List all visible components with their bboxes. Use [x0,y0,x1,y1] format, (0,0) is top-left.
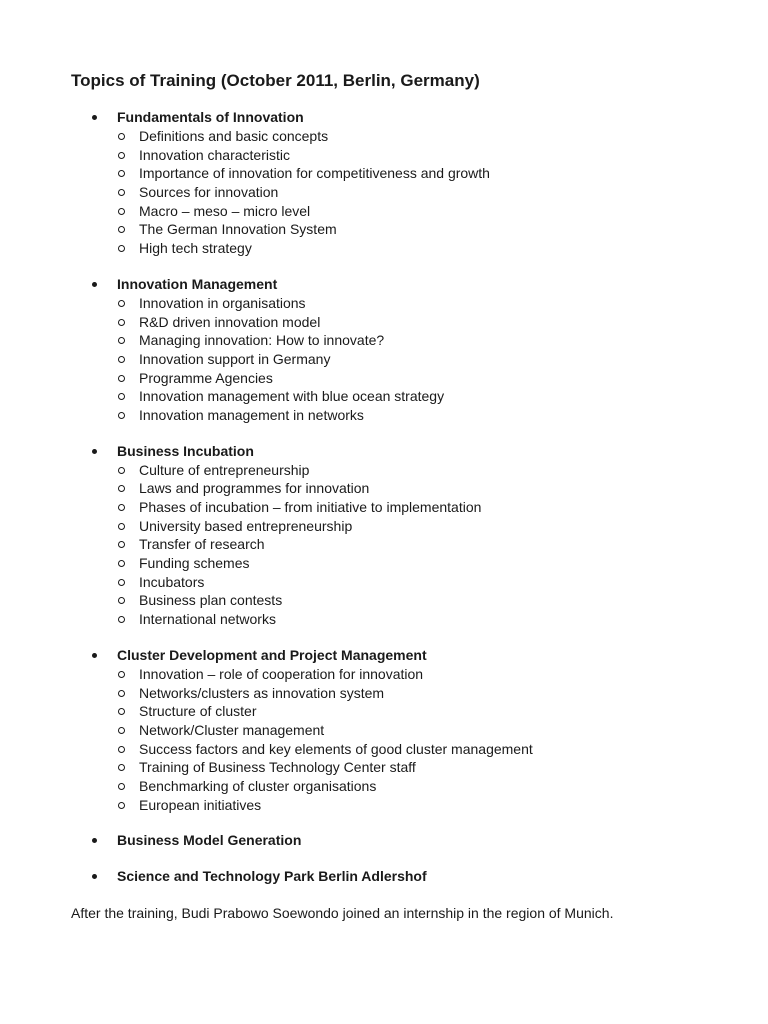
topic-section [0,108,768,258]
subtopic-label: Innovation characteristic [139,146,290,163]
bullet-circle-icon [118,727,125,734]
subtopic-label: Training of Business Technology Center staff [139,759,416,776]
bullet-circle-icon [118,783,125,790]
subtopic-item [0,220,768,239]
subtopic-label: The German Innovation System [139,221,337,238]
bullet-disc-icon [92,115,97,120]
bullet-circle-icon [118,746,125,753]
topic-section [0,275,768,425]
bullet-circle-icon [118,597,125,604]
bullet-circle-icon [118,541,125,548]
subtopic-label: International networks [139,611,276,628]
subtopic-item [0,146,768,165]
subtopic-label: Network/Cluster management [139,721,325,738]
bullet-circle-icon [118,579,125,586]
subtopic-label: Business plan contests [139,592,283,609]
topic-section [0,646,768,815]
subtopic-item [0,554,768,573]
bullet-disc-icon [92,874,97,879]
subtopic-label: Laws and programmes for innovation [139,480,370,497]
subtopic-item [0,684,768,703]
topic-section [0,831,768,850]
topic-label: Business Incubation [117,442,254,459]
bullet-circle-icon [118,393,125,400]
bullet-circle-icon [118,375,125,382]
subtopic-label: Innovation management with blue ocean strategy [139,388,445,405]
bullet-circle-icon [118,356,125,363]
subtopic-item [0,702,768,721]
document-title: Topics of Training (October 2011, Berlin, Germany) [71,71,480,90]
subtopic-label: Sources for innovation [139,184,279,201]
topic-label: Fundamentals of Innovation [117,109,304,125]
topic-label: Innovation Management [117,275,278,292]
subtopic-label: Innovation – role of cooperation for innovation [139,665,424,682]
subtopic-label: Programme Agencies [139,369,273,386]
bullet-circle-icon [118,616,125,623]
subtopic-label: Macro – meso – micro level [139,202,311,219]
topic-heading [0,831,768,850]
topic-heading [0,108,768,127]
bullet-circle-icon [118,671,125,678]
subtopic-item [0,331,768,350]
subtopic-item [0,164,768,183]
subtopic-item [0,127,768,146]
bullet-circle-icon [118,485,125,492]
subtopic-item [0,535,768,554]
subtopic-item [0,573,768,592]
topic-label: Cluster Development and Project Management [117,646,427,663]
subtopic-label: University based entrepreneurship [139,517,353,534]
subtopic-item [0,406,768,425]
subtopic-label: Structure of cluster [139,703,257,720]
bullet-circle-icon [118,300,125,307]
subtopic-label: Phases of incubation – from initiative to implementation [139,499,482,515]
bullet-circle-icon [118,412,125,419]
bullet-circle-icon [118,245,125,252]
bullet-circle-icon [118,690,125,697]
subtopic-label: Innovation in organisations [139,294,306,311]
bullet-circle-icon [118,504,125,511]
bullet-circle-icon [118,523,125,530]
bullet-disc-icon [92,449,97,454]
bullet-circle-icon [118,708,125,715]
subtopic-label: Definitions and basic concepts [139,128,329,144]
subtopic-item [0,665,768,684]
topic-heading [0,867,768,886]
bullet-disc-icon [92,653,97,658]
subtopic-item [0,369,768,388]
subtopic-item [0,202,768,221]
subtopic-item [0,479,768,498]
topic-label: Science and Technology Park Berlin Adlershof [117,868,427,885]
subtopic-label: Incubators [139,573,205,590]
subtopic-item [0,517,768,536]
subtopic-item [0,740,768,759]
subtopic-item [0,239,768,258]
subtopic-item [0,796,768,815]
subtopic-item [0,610,768,629]
topic-section [0,442,768,629]
subtopic-item [0,758,768,777]
subtopic-label: Success factors and key elements of good cluster management [139,740,533,757]
subtopic-label: European initiatives [139,796,262,813]
bullet-circle-icon [118,467,125,474]
subtopic-label: Managing innovation: How to innovate? [139,332,385,349]
subtopic-label: Innovation management in networks [139,406,364,423]
bullet-circle-icon [118,764,125,771]
bullet-circle-icon [118,170,125,177]
subtopic-item [0,294,768,313]
bullet-circle-icon [118,560,125,567]
subtopic-label: Culture of entrepreneurship [139,461,310,478]
bullet-circle-icon [118,319,125,326]
subtopic-label: R&D driven innovation model [139,313,321,330]
bullet-circle-icon [118,337,125,344]
topic-heading [0,442,768,461]
subtopic-list [0,127,768,258]
topic-label: Business Model Generation [117,832,302,849]
bullet-disc-icon [92,282,97,287]
subtopic-item [0,498,768,517]
subtopic-list [0,461,768,629]
subtopic-list [0,665,768,815]
subtopic-label: Transfer of research [139,536,265,553]
footer-paragraph: After the training, Budi Prabowo Soewondo joined an internship in the region of Munich. [71,905,614,921]
bullet-circle-icon [118,802,125,809]
bullet-circle-icon [118,152,125,159]
subtopic-label: Innovation support in Germany [139,350,331,367]
topic-heading [0,646,768,665]
subtopic-label: Networks/clusters as innovation system [139,684,385,701]
topic-heading [0,275,768,294]
subtopic-list [0,294,768,425]
topic-section [0,867,768,886]
subtopic-label: Benchmarking of cluster organisations [139,777,377,794]
subtopic-item [0,721,768,740]
subtopic-item [0,183,768,202]
subtopic-item [0,461,768,480]
subtopic-item [0,350,768,369]
bullet-circle-icon [118,208,125,215]
bullet-circle-icon [118,133,125,140]
bullet-circle-icon [118,189,125,196]
subtopic-label: High tech strategy [139,240,252,257]
bullet-circle-icon [118,226,125,233]
topic-list [0,108,768,903]
bullet-disc-icon [92,838,97,843]
subtopic-item [0,591,768,610]
subtopic-label: Importance of innovation for competitiveness and growth [139,165,490,182]
subtopic-label: Funding schemes [139,555,250,572]
subtopic-item [0,777,768,796]
subtopic-item [0,313,768,332]
subtopic-item [0,387,768,406]
